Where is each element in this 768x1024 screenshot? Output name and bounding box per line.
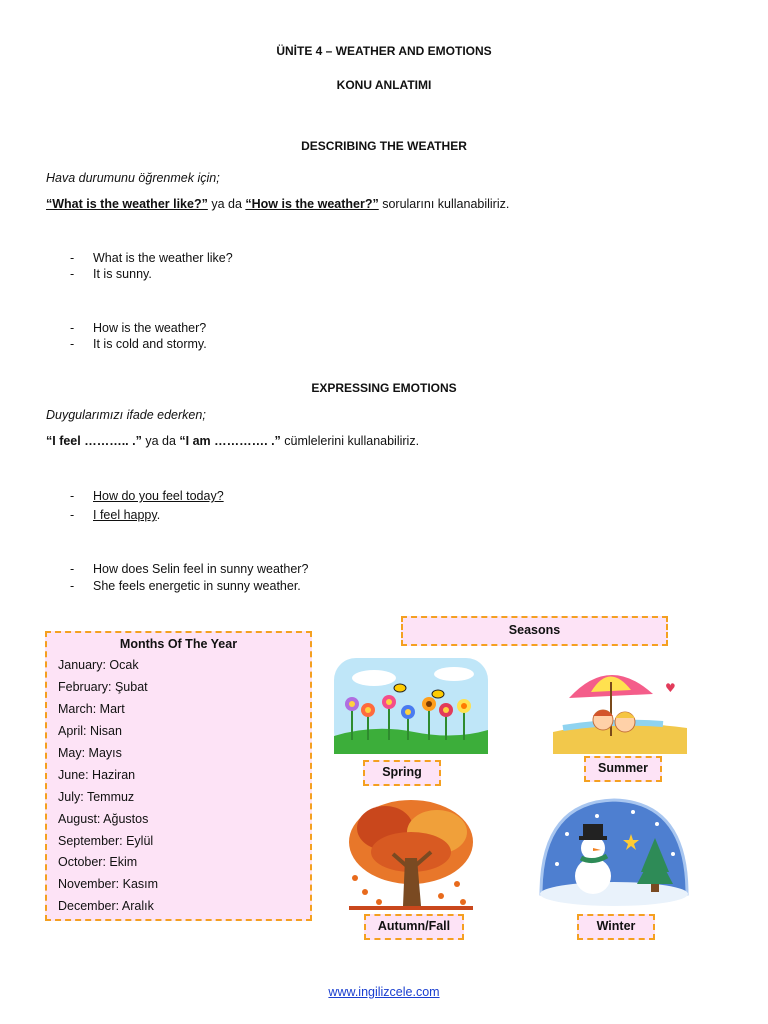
list-item: [93, 508, 160, 522]
month-item: January: Ocak: [58, 658, 139, 672]
emotions-mid: ya da: [141, 434, 180, 448]
autumn-illustration: [345, 798, 477, 912]
spring-illustration: [334, 658, 488, 754]
winter-illustration: [537, 794, 691, 906]
month-item: April: Nisan: [58, 724, 122, 738]
weather-tail: sorularını kullanabiliriz.: [378, 197, 510, 211]
emotions-intro: Duygularımızı ifade ederken;: [46, 408, 206, 422]
footer-link[interactable]: www.ingilizcele.com: [328, 985, 440, 999]
winter-label: Winter: [577, 914, 655, 940]
list-item: It is cold and stormy.: [93, 337, 207, 351]
emotions-pattern-1: “I feel ……….. .”: [46, 434, 142, 448]
list-dash: -: [70, 251, 75, 265]
list-item: How does Selin feel in sunny weather?: [93, 562, 309, 576]
list-item: How do you feel today?: [93, 489, 224, 503]
list-dash: -: [70, 508, 75, 522]
list-dash: -: [70, 489, 75, 503]
emotions-pattern-2: “I am …………. .”: [179, 434, 281, 448]
weather-mid: ya da: [207, 197, 246, 211]
month-item: March: Mart: [58, 702, 125, 716]
weather-questions-line: [46, 197, 509, 211]
months-title: Months Of The Year: [119, 637, 238, 651]
list-item: She feels energetic in sunny weather.: [93, 579, 301, 593]
autumn-label: Autumn/Fall: [364, 914, 464, 940]
month-item: May: Mayıs: [58, 746, 122, 760]
weather-intro: Hava durumunu öğrenmek için;: [46, 171, 220, 185]
months-box: [45, 631, 312, 921]
unit-title: ÜNİTE 4 – WEATHER AND EMOTIONS: [276, 44, 492, 58]
month-item: February: Şubat: [58, 680, 148, 694]
emotions-questions-line: [46, 434, 419, 448]
month-item: July: Temmuz: [58, 790, 135, 804]
list-dash: -: [70, 562, 75, 576]
month-item: December: Aralık: [58, 899, 154, 913]
seasons-title: Seasons: [401, 616, 668, 646]
emotions-tail: cümlelerini kullanabiliriz.: [280, 434, 420, 448]
month-item: November: Kasım: [58, 877, 159, 891]
weather-question-2: “How is the weather?”: [245, 197, 379, 211]
month-item: September: Eylül: [58, 834, 154, 848]
summer-illustration: [553, 658, 687, 754]
svg-text:♥: ♥: [665, 681, 676, 695]
weather-heading: DESCRIBING THE WEATHER: [301, 139, 467, 153]
spring-label: Spring: [363, 760, 441, 786]
list-item: What is the weather like?: [93, 251, 233, 265]
month-item: October: Ekim: [58, 855, 138, 869]
list-item: It is sunny.: [93, 267, 152, 281]
month-item: June: Haziran: [58, 768, 136, 782]
list-dash: -: [70, 321, 75, 335]
list-item: How is the weather?: [93, 321, 207, 335]
list-dash: -: [70, 337, 75, 351]
page-subtitle: KONU ANLATIMI: [336, 78, 432, 92]
emotions-heading: EXPRESSING EMOTIONS: [311, 381, 457, 395]
feel-happy-text: I feel happy: [93, 508, 157, 522]
list-dash: -: [70, 579, 75, 593]
month-item: August: Ağustos: [58, 812, 149, 826]
summer-label: Summer: [584, 756, 662, 782]
period: .: [156, 508, 161, 522]
weather-question-1: “What is the weather like?”: [46, 197, 208, 211]
list-dash: -: [70, 267, 75, 281]
